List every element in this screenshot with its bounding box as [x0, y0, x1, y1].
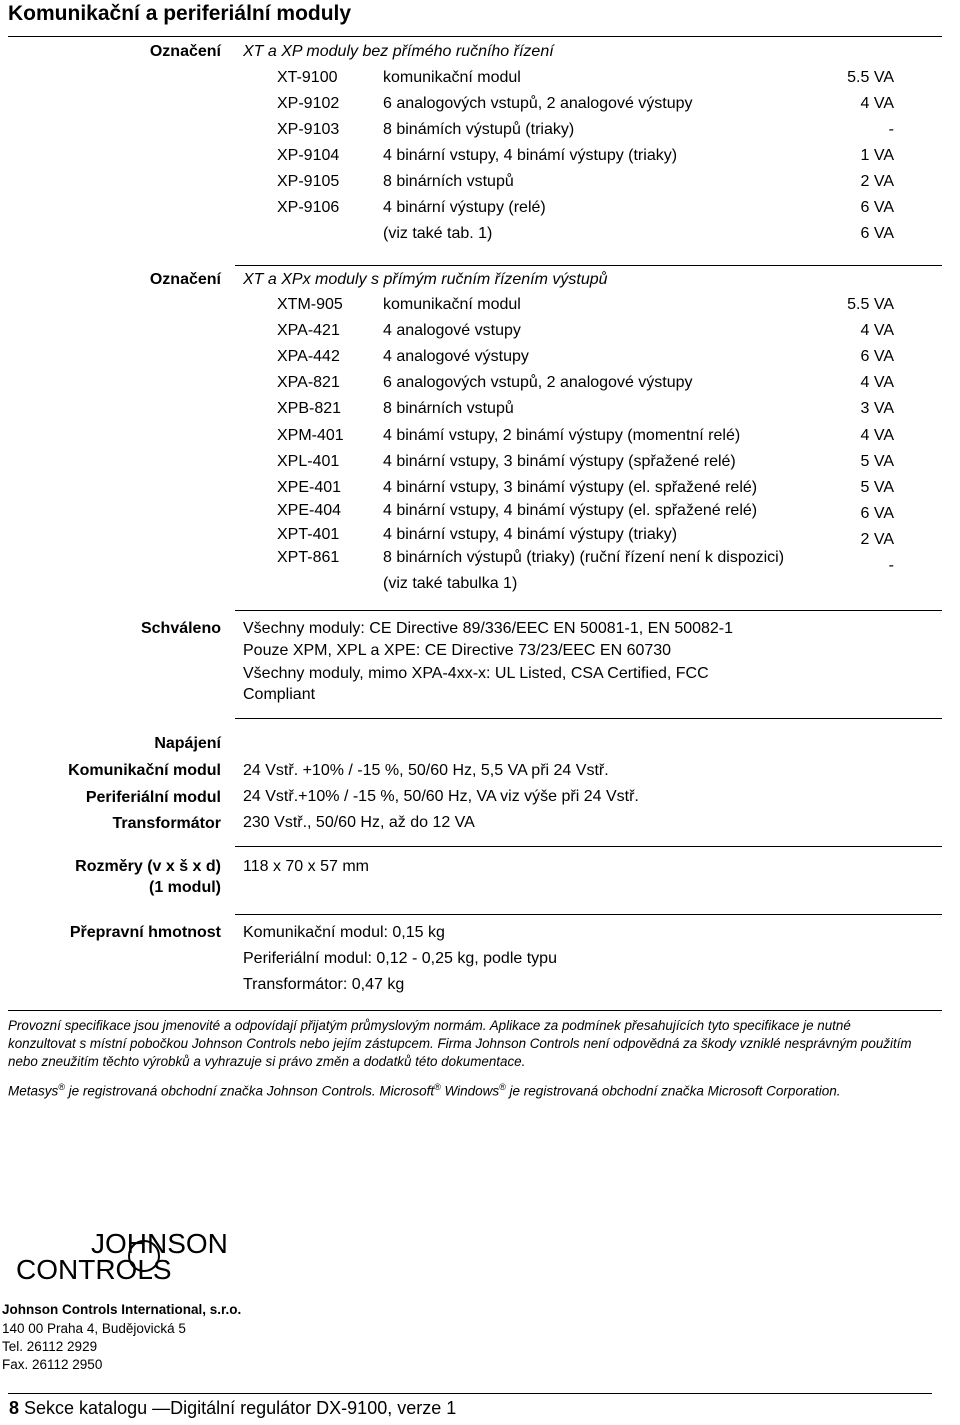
power-trans-label: Transformátor	[112, 815, 221, 832]
module-code: XPA-442	[277, 348, 340, 365]
power-comm-value: 24 Vstř. +10% / -15 %, 50/60 Hz, 5,5 VA při 24 Vstř.	[243, 762, 609, 779]
module-description: (viz také tabulka 1)	[383, 575, 518, 592]
module-code: XP-9102	[277, 95, 340, 112]
module-code: XPA-421	[277, 322, 340, 339]
logo-emblem-icon	[124, 1232, 164, 1280]
power-peri-label: Periferiální modul	[85, 789, 221, 806]
module-power: 6 VA	[860, 505, 894, 522]
logo-text: CONTROLS	[16, 1254, 172, 1285]
module-description: 4 binární vstupy, 4 binámí výstupy (el. spřažené relé)	[383, 502, 758, 519]
module-code: XPL-401	[277, 453, 340, 470]
section2-label: Označení	[149, 271, 221, 288]
module-code: XPB-821	[277, 400, 342, 417]
divider	[8, 1010, 942, 1011]
weight-label: Přepravní hmotnost	[69, 924, 221, 941]
module-power: 4 VA	[860, 374, 894, 391]
module-code: XP-9105	[277, 173, 340, 190]
module-code: XPT-401	[277, 526, 340, 543]
module-description: 8 binárních vstupů	[383, 173, 514, 190]
module-description: komunikační modul	[383, 69, 521, 86]
module-code: XP-9104	[277, 147, 340, 164]
footer-text: Sekce katalogu —Digitální regulátor DX-9100, verze 1	[19, 1398, 457, 1418]
divider	[8, 36, 942, 37]
page-title: Komunikační a periferiální moduly	[8, 2, 352, 25]
company-address: 140 00 Praha 4, Budějovická 5	[2, 1321, 186, 1336]
module-description: 6 analogových vstupů, 2 analogové výstupy	[383, 374, 693, 391]
module-description: 6 analogových vstupů, 2 analogové výstupy	[383, 95, 693, 112]
module-code: XPM-401	[277, 427, 344, 444]
approval-line: Všechny moduly, mimo XPA-4xx-x: UL Listed, CSA Certified, FCC	[243, 665, 709, 682]
trademark-part: Windows	[440, 1083, 500, 1099]
company-fax: Fax. 26112 2950	[2, 1357, 103, 1372]
module-power: 1 VA	[860, 147, 894, 164]
divider	[235, 718, 942, 719]
module-description: 4 binární vstupy, 3 binámí výstupy (el. spřažené relé)	[383, 479, 758, 496]
dimensions-value: 118 x 70 x 57 mm	[243, 858, 369, 875]
trademark-part: je registrovaná obchodní značka Microsoft Corporation.	[505, 1083, 841, 1099]
power-trans-value: 230 Vstř., 50/60 Hz, až do 12 VA	[243, 814, 475, 831]
module-power: -	[888, 557, 894, 574]
company-tel: Tel. 26112 2929	[2, 1339, 98, 1354]
module-power: 5 VA	[860, 479, 894, 496]
approval-line: Pouze XPM, XPL a XPE: CE Directive 73/23/EEC EN 60730	[243, 642, 672, 659]
logo-text: JOHNSON	[91, 1228, 228, 1259]
registered-mark: ®	[434, 1082, 441, 1092]
approvals-label: Schváleno	[140, 620, 221, 637]
module-code: XPT-861	[277, 549, 340, 566]
divider	[8, 1393, 932, 1394]
module-description: 8 binárních vstupů	[383, 400, 514, 417]
divider	[235, 914, 942, 915]
module-power: 5.5 VA	[847, 296, 894, 313]
module-code: XP-9106	[277, 199, 340, 216]
module-power: 4 VA	[860, 322, 894, 339]
module-description: 4 analogové výstupy	[383, 348, 529, 365]
approval-line: Všechny moduly: CE Directive 89/336/EEC EN 50081-1, EN 50082-1	[243, 620, 734, 637]
module-description: 8 binámích výstupů (triaky)	[383, 121, 575, 138]
divider	[235, 846, 942, 847]
section1-label: Označení	[149, 43, 221, 60]
module-description: 8 binárních výstupů (triaky) (ruční řízení není k dispozici)	[383, 549, 785, 566]
module-power: 4 VA	[860, 427, 894, 444]
power-peri-value: 24 Vstř.+10% / -15 %, 50/60 Hz, VA viz výše při 24 Vstř.	[243, 788, 639, 805]
divider	[235, 265, 942, 266]
module-power: -	[888, 121, 894, 138]
power-label: Napájení	[154, 735, 221, 752]
module-code: XP-9103	[277, 121, 340, 138]
module-power: 5.5 VA	[847, 69, 894, 86]
module-power: 6 VA	[860, 199, 894, 216]
module-description: 4 binámí vstupy, 2 binámí výstupy (momentní relé)	[383, 427, 741, 444]
dimensions-label-sub: (1 modul)	[149, 879, 221, 896]
disclaimer: Provozní specifikace jsou jmenovité a odpovídají přijatým průmyslovým normám. Aplikace za podmínek přesahujících tyto specifikace je nutné konzultovat s místní pobočkou Johnson Controls nebo jejím zástupcem. Firma Johnson Controls není odpovědná za škody vzniklé nesprávným použitím nebo zneužitím těchto výrobků a vyhrazuje si právo změn a dodatků této dokumentace.	[8, 1018, 912, 1069]
approval-line: Compliant	[243, 686, 316, 703]
weight-line: Periferiální modul: 0,12 - 0,25 kg, podle typu	[243, 950, 557, 967]
module-code: XPA-821	[277, 374, 340, 391]
trademark-part: Metasys	[8, 1083, 59, 1099]
module-power: 6 VA	[860, 348, 894, 365]
module-description: 4 binární výstupy (relé)	[383, 199, 546, 216]
module-description: 4 binární vstupy, 4 binámí výstupy (triaky)	[383, 526, 678, 543]
registered-mark: ®	[58, 1082, 65, 1092]
weight-line: Transformátor: 0,47 kg	[243, 976, 405, 993]
weight-line: Komunikační modul: 0,15 kg	[243, 924, 445, 941]
trademark-part: je registrovaná obchodní značka Johnson Controls. Microsoft	[64, 1083, 435, 1099]
module-description: (viz také tab. 1)	[383, 225, 493, 242]
module-power: 4 VA	[860, 95, 894, 112]
module-code: XPE-401	[277, 479, 342, 496]
page-footer	[9, 1398, 456, 1419]
registered-mark: ®	[499, 1082, 506, 1092]
dimensions-label: Rozměry (v x š x d)	[75, 858, 221, 875]
module-power: 3 VA	[860, 400, 894, 417]
power-comm-label: Komunikační modul	[68, 762, 221, 779]
module-power: 2 VA	[860, 531, 894, 548]
module-description: 4 analogové vstupy	[383, 322, 521, 339]
section2-subtitle: XT a XPx moduly s přímým ručním řízením výstupů	[243, 271, 608, 288]
module-power: 5 VA	[860, 453, 894, 470]
divider	[235, 610, 942, 611]
company-name: Johnson Controls International, s.r.o.	[2, 1302, 242, 1317]
module-description: 4 binární vstupy, 4 binámí výstupy (triaky)	[383, 147, 678, 164]
module-code: XT-9100	[277, 69, 338, 86]
section1-subtitle: XT a XP moduly bez přímého ručního řízení	[243, 43, 554, 60]
johnson-controls-logo	[16, 1228, 246, 1284]
trademark-notice	[8, 1082, 840, 1099]
page-number: 8	[9, 1398, 20, 1418]
module-power: 2 VA	[860, 173, 894, 190]
module-power: 6 VA	[860, 225, 894, 242]
module-description: 4 binární vstupy, 3 binámí výstupy (spřažené relé)	[383, 453, 736, 470]
module-code: XTM-905	[277, 296, 343, 313]
module-description: komunikační modul	[383, 296, 521, 313]
module-code: XPE-404	[277, 502, 342, 519]
